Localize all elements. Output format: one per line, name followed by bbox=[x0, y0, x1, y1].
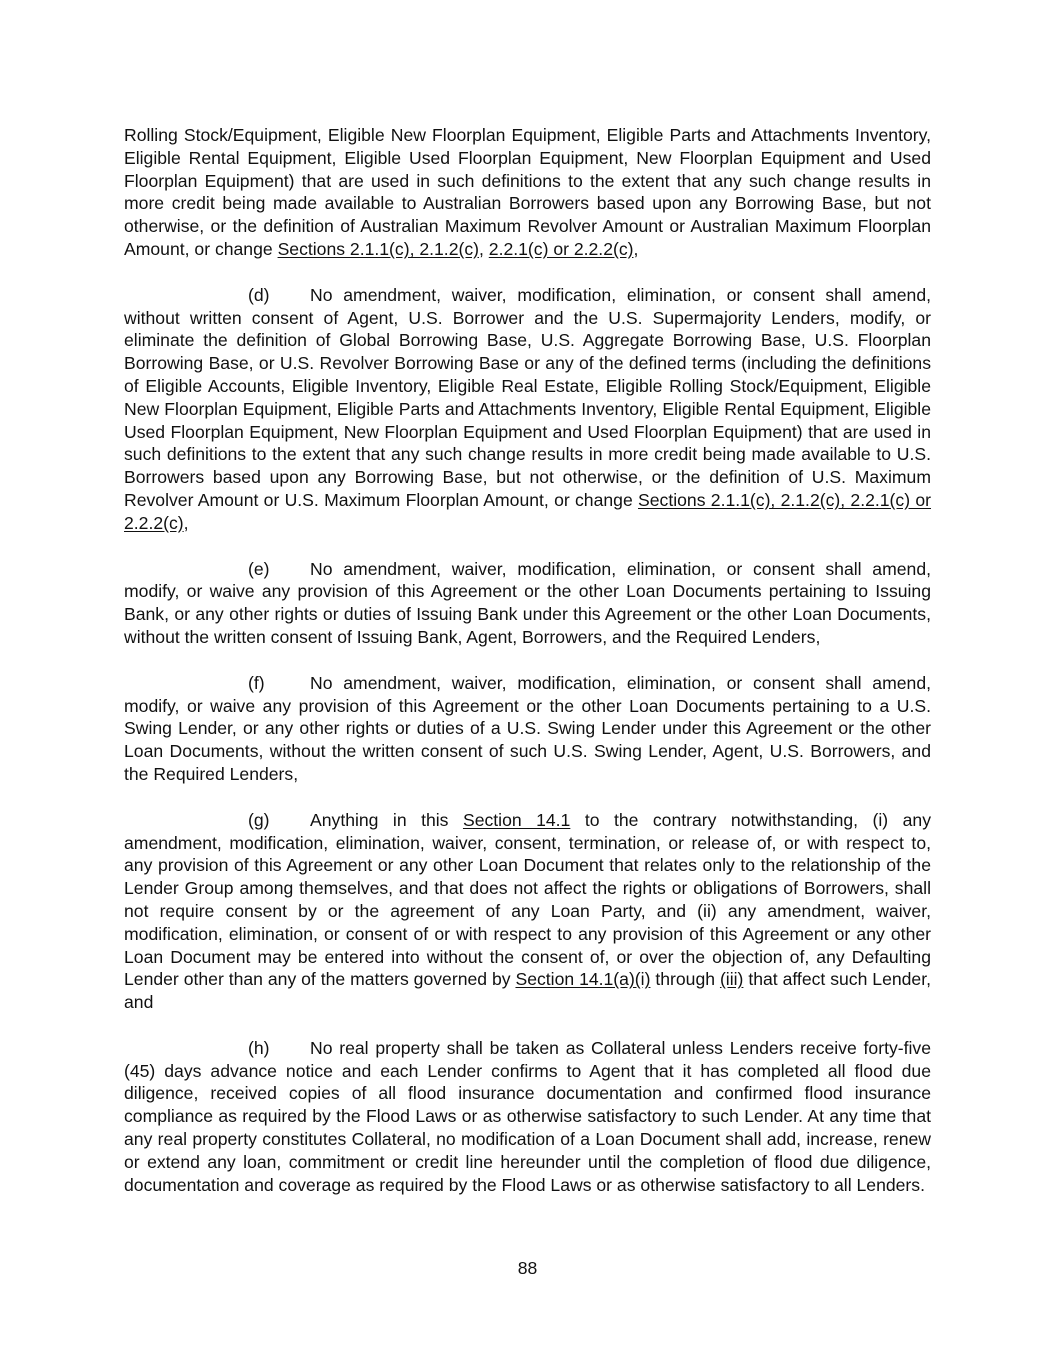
paragraph-label: (g) bbox=[248, 809, 270, 830]
paragraph-text: Rolling Stock/Equipment, Eligible New Floorplan Equipment, Eligible Parts and Attachments Inventory, Eligible Rental Equipment, Eligible Used Floorplan Equipment, New Floorplan Equipment and Used Floorplan Equipment) that are used in such definitions to the extent that any such change results in more credit being made available to Australian Borrowers based upon any Borrowing Base, but not otherwise, or the definition of Australian Maximum Revolver Amount or Australian Maximum Floorplan Amount, or change bbox=[124, 125, 931, 259]
section-reference: Section 14.1(a)(i) bbox=[515, 969, 651, 990]
paragraph-end: that affect such Lender, and bbox=[124, 969, 931, 1013]
paragraph-label: (e) bbox=[248, 558, 270, 579]
section-reference: Sections 2.1.1(c), 2.1.2(c), 2.2.1(c) or 2.2.2(c) bbox=[124, 489, 931, 533]
paragraph-text: Anything in this bbox=[310, 809, 463, 830]
paragraph-g bbox=[124, 809, 931, 1014]
section-reference: Section 14.1 bbox=[462, 809, 571, 830]
paragraph-text: through bbox=[650, 969, 720, 990]
paragraph-label: (d) bbox=[248, 284, 270, 305]
paragraph-d bbox=[124, 284, 931, 535]
paragraph-e bbox=[124, 558, 931, 649]
paragraph-end: , bbox=[183, 512, 189, 533]
separator: , bbox=[479, 238, 489, 259]
section-reference: (iii) bbox=[719, 969, 744, 990]
paragraph-h bbox=[124, 1037, 931, 1197]
paragraph-end: , bbox=[633, 238, 639, 259]
paragraph-label: (f) bbox=[248, 672, 265, 693]
paragraph-continuation bbox=[124, 124, 931, 261]
document-body bbox=[124, 124, 931, 1196]
section-reference: 2.2.1(c) or 2.2.2(c) bbox=[488, 238, 634, 259]
section-reference: Sections 2.1.1(c), 2.1.2(c) bbox=[277, 238, 479, 259]
paragraph-text: No real property shall be taken as Collateral unless Lenders receive forty-five (45) days advance notice and each Lender confirms to Agent that it has completed all flood due diligence, received copies of all flood insurance documentation and confirmed flood insurance compliance as required by the Flood Laws or as otherwise satisfactory to such Lender. At any time that any real property constitutes Collateral, no modification of a Loan Document shall add, increase, renew or extend any loan, commitment or credit line hereunder until the completion of flood due diligence, documentation and coverage as required by the Flood Laws or as otherwise satisfactory to all Lenders. bbox=[124, 1037, 931, 1195]
page-number: 88 bbox=[517, 1258, 538, 1278]
paragraph-text: No amendment, waiver, modification, elimination, or consent shall amend, modify, or waive any provision of this Agreement or the other Loan Documents pertaining to a U.S. Swing Lender, or any other rights or duties of a U.S. Swing Lender under this Agreement or the other Loan Documents, without the written consent of such U.S. Swing Lender, Agent, U.S. Borrowers, and the Required Lenders, bbox=[124, 672, 931, 784]
paragraph-label: (h) bbox=[248, 1037, 270, 1058]
paragraph-text: to the contrary notwithstanding, (i) any amendment, modification, elimination, waiver, consent, termination, or release of, or with respect to, any provision of this Agreement or any other Loan Document that relates only to the relationship of the Lender Group among themselves, and that does not affect the rights or obligations of Borrowers, shall not require consent by or the agreement of any Loan Party, and (ii) any amendment, waiver, modification, elimination, or consent of or with respect to any provision of this Agreement or any other Loan Document may be entered into without the consent of, or over the objection of, any Defaulting Lender other than any of the matters governed by bbox=[124, 809, 931, 990]
paragraph-f bbox=[124, 672, 931, 786]
paragraph-text: No amendment, waiver, modification, elimination, or consent shall amend, modify, or waive any provision of this Agreement or the other Loan Documents pertaining to Issuing Bank, or any other rights or duties of Issuing Bank under this Agreement or the other Loan Documents, without the written consent of Issuing Bank, Agent, Borrowers, and the Required Lenders, bbox=[124, 558, 931, 647]
paragraph-text: No amendment, waiver, modification, elimination, or consent shall amend, without written consent of Agent, U.S. Borrower and the U.S. Supermajority Lenders, modify, or eliminate the definition of Global Borrowing Base, U.S. Aggregate Borrowing Base, U.S. Floorplan Borrowing Base, or U.S. Revolver Borrowing Base or any of the defined terms (including the definitions of Eligible Accounts, Eligible Inventory, Eligible Real Estate, Eligible Rolling Stock/Equipment, Eligible New Floorplan Equipment, Eligible Parts and Attachments Inventory, Eligible Rental Equipment, Eligible Used Floorplan Equipment, New Floorplan Equipment and Used Floorplan Equipment) that are used in such definitions to the extent that any such change results in more credit being made available to U.S. Borrowers based upon any Borrowing Base, but not otherwise, or the definition of U.S. Maximum Revolver Amount or U.S. Maximum Floorplan Amount, or change bbox=[124, 284, 931, 510]
